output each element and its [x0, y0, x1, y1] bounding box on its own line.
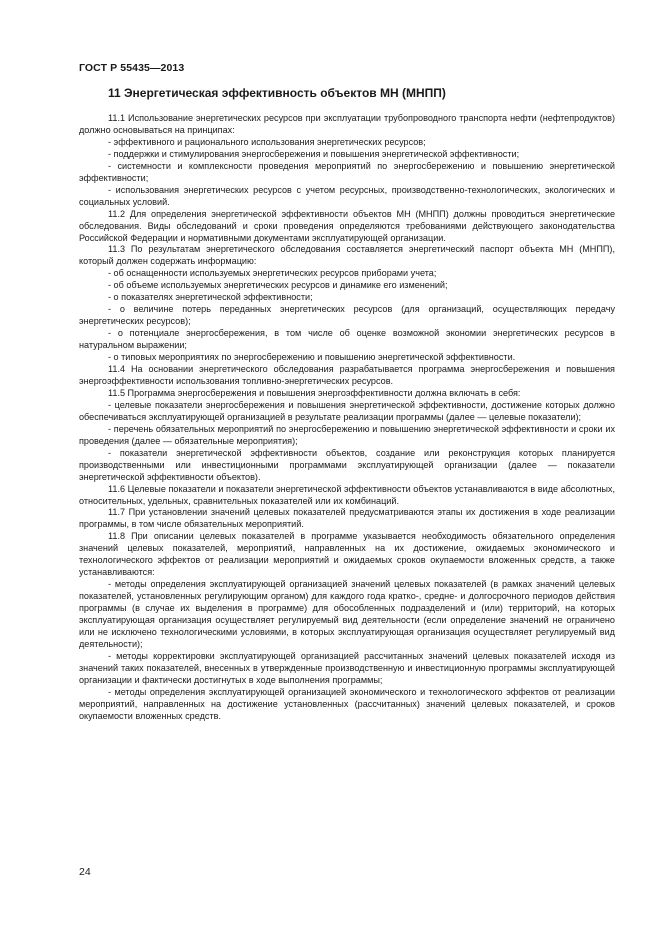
list-item: - эффективного и рационального использования энергетических ресурсов; [108, 136, 426, 147]
list-item: - методы определения эксплуатирующей организацией значений целевых показателей (в рамках значений целевых показателей, установленных регулирующим органом) для каждого года кратко-, средне- и долгосрочного периодов действия программы (в случае их выделения в программе) для обособленных подразделений и (или) территорий, на которых эксплуатирующая организация осуществляет регулируемый вид деятельности (если определение значений не ограничено или не исключено технологическими условиями, в которых эксплуатирующая организация осуществляет регулируемый вид деятельности); [79, 579, 615, 649]
document-id: ГОСТ Р 55435—2013 [79, 62, 185, 74]
list-item: - об объеме используемых энергетических ресурсов и динамике его изменений; [108, 280, 448, 291]
list-item: - о показателях энергетической эффективности; [108, 292, 313, 303]
list-item: - о потенциале энергосбережения, в том числе об оценке возможной экономии энергетических ресурсов в натуральном выражении; [79, 328, 615, 351]
paragraph: 11.5 Программа энергосбережения и повышения энергоэффективности должна включать в себя: [108, 387, 521, 398]
section-body [79, 113, 615, 723]
list-item: - методы определения эксплуатирующей организацией экономического и технологического эффектов от реализации мероприятий, направленных на достижение установленных (рассчитанных) значений целевых показателей, и сроков окупаемости вложенных средств. [79, 686, 615, 721]
paragraph: 11.4 На основании энергетического обследования разрабатывается программа энергосбережения и повышения энергоэффективности использования топливно-энергетических ресурсов. [79, 364, 615, 386]
paragraph: 11.6 Целевые показатели и показатели энергетической эффективности объектов устанавливаются в виде абсолютных, относительных, удельных, сравнительных показателей или их комбинаций. [79, 483, 615, 506]
list-item: - системности и комплексности проведения мероприятий по энергосбережению и повышению энергетической эффективности; [79, 160, 615, 183]
list-item: - методы корректировки эксплуатирующей организацией рассчитанных значений целевых показателей исходя из значений таких показателей, внесенных в утвержденные производственную и инвестиционную программы эксплуатирующей организации и фактически достигнутых в ходе выполнения программы; [79, 650, 615, 685]
list-item: - поддержки и стимулирования энергосбережения и повышения энергетической эффективности; [108, 148, 520, 159]
list-item: - о типовых мероприятиях по энергосбережению и повышению энергетической эффективности. [108, 352, 516, 363]
paragraph: 11.7 При установлении значений целевых показателей предусматриваются этапы их достижения в ходе реализации программы, в том числе обязательных мероприятий. [79, 507, 615, 530]
list-item: - использования энергетических ресурсов с учетом ресурсных, производственно-технологических, экологических и социальных условий. [79, 184, 615, 207]
section-title: 11 Энергетическая эффективность объектов МН (МНПП) [108, 86, 446, 100]
list-item: - перечень обязательных мероприятий по энергосбережению и повышению энергетической эффективности и сроки их проведения (далее — обязательные мероприятия); [79, 423, 615, 446]
paragraph: 11.2 Для определения энергетической эффективности объектов МН (МНПП) должны проводиться энергетические обследования. Виды обследований и сроки проведения определяются требованиями действующего законодательства Российской Федерации и нормативными документами эксплуатирующей организации. [79, 208, 615, 243]
list-item: - о величине потерь переданных энергетических ресурсов (для организаций, осуществляющих передачу энергетических ресурсов); [79, 304, 615, 327]
paragraph: 11.1 Использование энергетических ресурсов при эксплуатации трубопроводного транспорта нефти (нефтепродуктов) должно основываться на принципах: [79, 113, 615, 135]
list-item: - целевые показатели энергосбережения и повышения энергетической эффективности, достижение которых должно обеспечиваться эксплуатирующей организацией в результате реализации программы (далее — целевые показатели); [79, 399, 615, 422]
paragraph: 11.3 По результатам энергетического обследования составляется энергетический паспорт объекта МН (МНПП), который должен содержать информацию: [79, 244, 615, 267]
page-number: 24 [79, 866, 91, 878]
paragraph: 11.8 При описании целевых показателей в программе указывается необходимость обязательного определения значений целевых показателей, мероприятий, направленных на их достижение, ожидаемых экономического и технологического эффектов от реализации мероприятий и ожидаемых сроков окупаемости вложенных средств, а также устанавливаются: [79, 531, 615, 578]
list-item: - показатели энергетической эффективности объектов, создание или реконструкция которых планируется производственными или инвестиционными программами эксплуатирующей организации (далее — показатели энергетической эффективности объектов). [79, 447, 615, 482]
list-item: - об оснащенности используемых энергетических ресурсов приборами учета; [108, 268, 437, 279]
